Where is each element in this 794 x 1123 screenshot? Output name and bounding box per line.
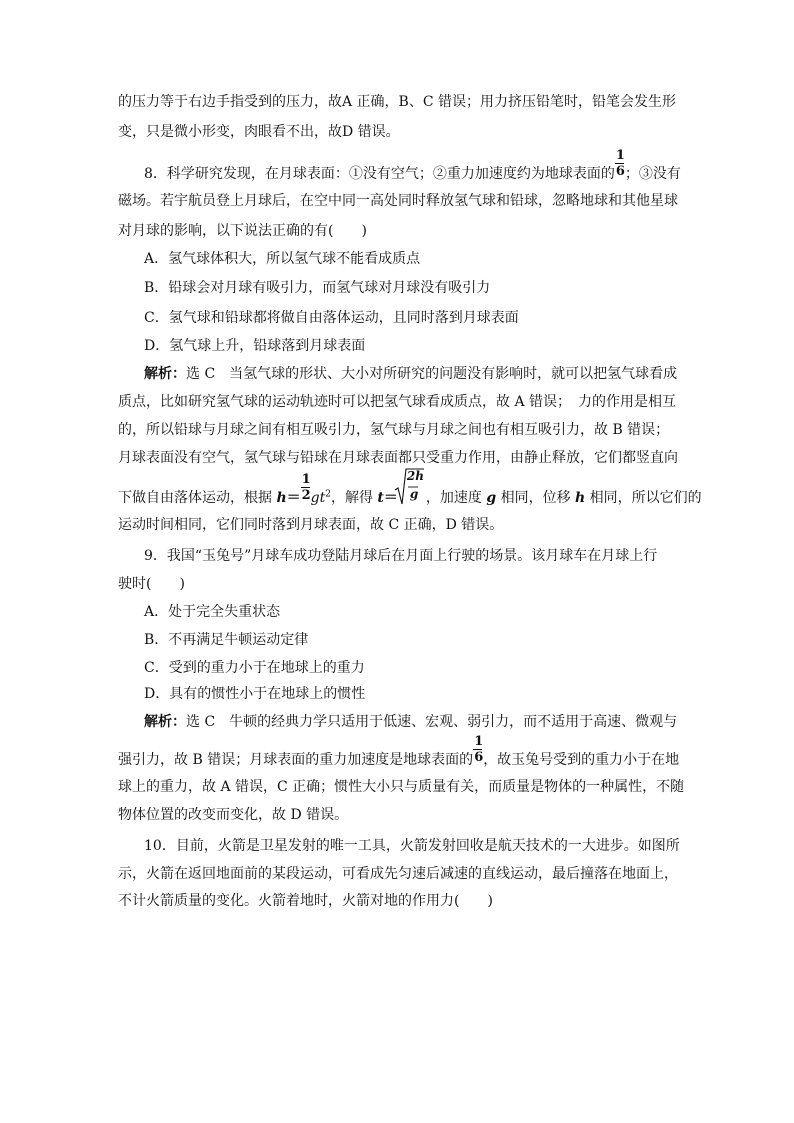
question-9-option-a: A．处于完全失重状态 xyxy=(144,604,281,620)
question-8-option-a: A．氢气球体积大，所以氢气球不能看成质点 xyxy=(144,251,421,267)
question-10-line: 不计火箭质量的变化。火箭着地时，火箭对地的作用力( ) xyxy=(118,893,493,909)
question-8-line: 对月球的影响，以下说法正确的有( ) xyxy=(118,223,367,239)
answer-8-line: 解析：选 C 当氢气球的形状、大小对所研究的问题没有影响时，就可以把氢气球看成 xyxy=(144,366,678,382)
paragraph-line: 的压力等于右边手指受到的压力，故A 正确，B、C 错误；用力挤压铅笔时，铅笔会发生形 xyxy=(118,94,677,110)
question-text: ；③没有 xyxy=(624,166,681,182)
question-9-option-b: B．不再满足牛顿运动定律 xyxy=(144,632,309,648)
fraction-one-sixth: $\frac{1}{6}$ xyxy=(615,148,625,179)
answer-9-line: 解析：选 C 牛顿的经典力学只适用于低速、宏观、弱引力，而不适用于高速、微观与 xyxy=(144,714,678,730)
fraction-one-half: $\frac{1}{2}$ xyxy=(301,472,311,503)
question-9-line: 驶时( ) xyxy=(118,576,185,592)
answer-8-line: 的，所以铅球与月球之间有相互吸引力，氢气球与月球之间也有相互吸引力，故 B 错误； xyxy=(118,422,670,438)
question-8-option-d: D．氢气球上升，铅球落到月球表面 xyxy=(144,338,366,354)
answer-9-line: 球上的重力，故 A 错误，C 正确；惯性大小只与质量有关，而质量是物体的一种属性，不随 xyxy=(118,779,685,795)
var-gt: gt xyxy=(310,490,326,506)
answer-8-line: 质点，比如研究氢气球的运动轨迹时可以把氢气球看成质点，故 A 错误； 力的作用是相互 xyxy=(118,394,677,410)
answer-8-formula-line: 下做自由落体运动，根据 h＝ $\frac{1}{2}$ $gt^2$，解得 t＝ 2h g ，加速度 g 相同，位移 h 相同，所以它们的 xyxy=(118,469,702,506)
answer-8-line: 月球表面没有空气，氢气球与铅球在月球表面都只受重力作用，由静止释放，它们都竖直向 xyxy=(118,450,678,466)
question-9-option-c: C．受到的重力小于在地球上的重力 xyxy=(144,660,365,676)
sqrt-2h-over-g: 2h g xyxy=(398,484,424,502)
analysis-label: 解析： xyxy=(144,714,186,730)
question-9-option-d: D．具有的惯性小于在地球上的惯性 xyxy=(144,686,366,702)
question-10-line: 示，火箭在返回地面前的某段运动，可看成先匀速后减速的直线运动，最后撞落在地面上， xyxy=(118,866,678,882)
answer-8-line: 运动时间相同，它们同时落到月球表面，故 C 正确，D 错误。 xyxy=(118,517,504,533)
var-t: t xyxy=(377,490,384,506)
answer-9-line: 强引力，故 B 错误；月球表面的重力加速度是地球表面的 $\frac{1}{6}$ ，故玉兔号受到的重力小于在地 xyxy=(118,734,680,768)
fraction-one-sixth: $\frac{1}{6}$ xyxy=(474,734,484,765)
analysis-label: 解析： xyxy=(144,366,186,382)
question-10-stem: 10．目前，火箭是卫星发射的唯一工具，火箭发射回收是航天技术的一大进步。如图所 xyxy=(144,838,680,854)
question-8-option-b: B．铅球会对月球有吸引力，而氢气球对月球没有吸引力 xyxy=(144,280,491,296)
paragraph-line: 变，只是微小形变，肉眼看不出，故D 错误。 xyxy=(118,124,400,140)
question-8-option-c: C．氢气球和铅球都将做自由落体运动，且同时落到月球表面 xyxy=(144,310,519,326)
question-8-line: 磁场。若宇航员登上月球后，在空中同一高处同时释放氢气球和铅球，忽略地球和其他星球 xyxy=(118,193,678,209)
var-h: h xyxy=(276,490,287,506)
question-text: 8．科学研究发现，在月球表面：①没有空气；②重力加速度约为地球表面的 xyxy=(144,166,615,182)
question-8-stem xyxy=(144,148,681,183)
answer-9-line: 物体位置的改变而变化，故 D 错误。 xyxy=(118,807,349,823)
question-9-stem: 9．我国“玉兔号”月球车成功登陆月球后在月面上行驶的场景。该月球车在月球上行 xyxy=(144,548,658,564)
